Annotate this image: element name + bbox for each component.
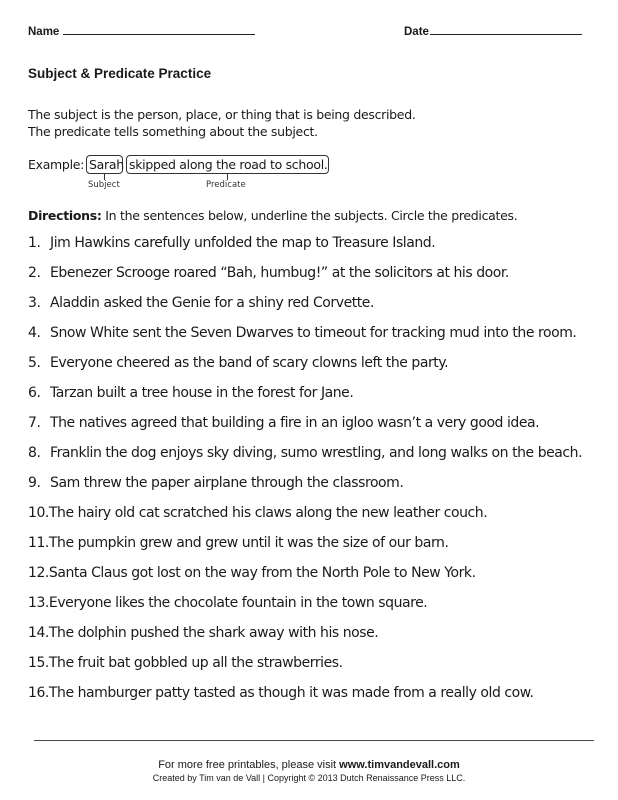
- predicate-caption: Predicate: [206, 180, 246, 190]
- name-blank-line[interactable]: [63, 24, 255, 35]
- sentence-item[interactable]: 4. Snow White sent the Seven Dwarves to timeout for tracking mud into the room.: [28, 325, 577, 341]
- footer-divider: [34, 740, 594, 741]
- sentence-item[interactable]: 7. The natives agreed that building a fire in an igloo wasn’t a very good idea.: [28, 415, 540, 431]
- sentence-item[interactable]: 8. Franklin the dog enjoys sky diving, sumo wrestling, and long walks on the beach.: [28, 445, 583, 461]
- sentence-item[interactable]: 12.Santa Claus got lost on the way from the North Pole to New York.: [28, 565, 476, 581]
- sentence-item[interactable]: 13.Everyone likes the chocolate fountain in the town square.: [28, 595, 428, 611]
- sentence-item[interactable]: 2. Ebenezer Scrooge roared “Bah, humbug!” at the solicitors at his door.: [28, 265, 509, 281]
- sentence-item[interactable]: 3. Aladdin asked the Genie for a shiny red Corvette.: [28, 295, 374, 311]
- date-field[interactable]: [404, 24, 582, 38]
- sentence-item[interactable]: 1. Jim Hawkins carefully unfolded the map to Treasure Island.: [28, 235, 436, 251]
- footer-line-1: For more free printables, please visit www.timvandevall.com: [158, 759, 460, 771]
- footer-website-link[interactable]: www.timvandevall.com: [339, 759, 460, 771]
- sentence-item[interactable]: 6. Tarzan built a tree house in the forest for Jane.: [28, 385, 354, 401]
- example: [28, 155, 428, 195]
- predicate-definition: The predicate tells something about the subject.: [28, 124, 318, 139]
- sentence-item[interactable]: 15.The fruit bat gobbled up all the strawberries.: [28, 655, 343, 671]
- subject-caption: Subject: [88, 180, 120, 190]
- example-label: Example:: [28, 157, 85, 172]
- sentence-item[interactable]: 9. Sam threw the paper airplane through the classroom.: [28, 475, 404, 491]
- definitions: [28, 106, 416, 140]
- date-label: Date: [404, 26, 429, 38]
- sentence-item[interactable]: 10.The hairy old cat scratched his claws along the new leather couch.: [28, 505, 488, 521]
- sentence-list: [28, 235, 582, 715]
- sentence-item[interactable]: 5. Everyone cheered as the band of scary clowns left the party.: [28, 355, 449, 371]
- name-field[interactable]: [28, 24, 255, 38]
- example-subject-box: Sarah: [86, 155, 123, 174]
- subject-definition: The subject is the person, place, or thing that is being described.: [28, 107, 416, 122]
- sentence-item[interactable]: 14.The dolphin pushed the shark away with his nose.: [28, 625, 379, 641]
- date-blank-line[interactable]: [430, 24, 582, 35]
- worksheet-title: Subject & Predicate Practice: [28, 66, 212, 81]
- sentence-item[interactable]: 16.The hamburger patty tasted as though it was made from a really old cow.: [28, 685, 534, 701]
- directions-label: Directions:: [28, 208, 102, 223]
- directions: [28, 208, 517, 223]
- footer-copyright: Created by Tim van de Vall | Copyright © 2013 Dutch Renaissance Press LLC.: [152, 773, 466, 783]
- example-predicate-box: skipped along the road to school.: [126, 155, 329, 174]
- directions-text: In the sentences below, underline the subjects. Circle the predicates.: [101, 208, 518, 223]
- sentence-item[interactable]: 11.The pumpkin grew and grew until it was the size of our barn.: [28, 535, 449, 551]
- name-label: Name: [28, 26, 60, 38]
- footer: [0, 758, 618, 784]
